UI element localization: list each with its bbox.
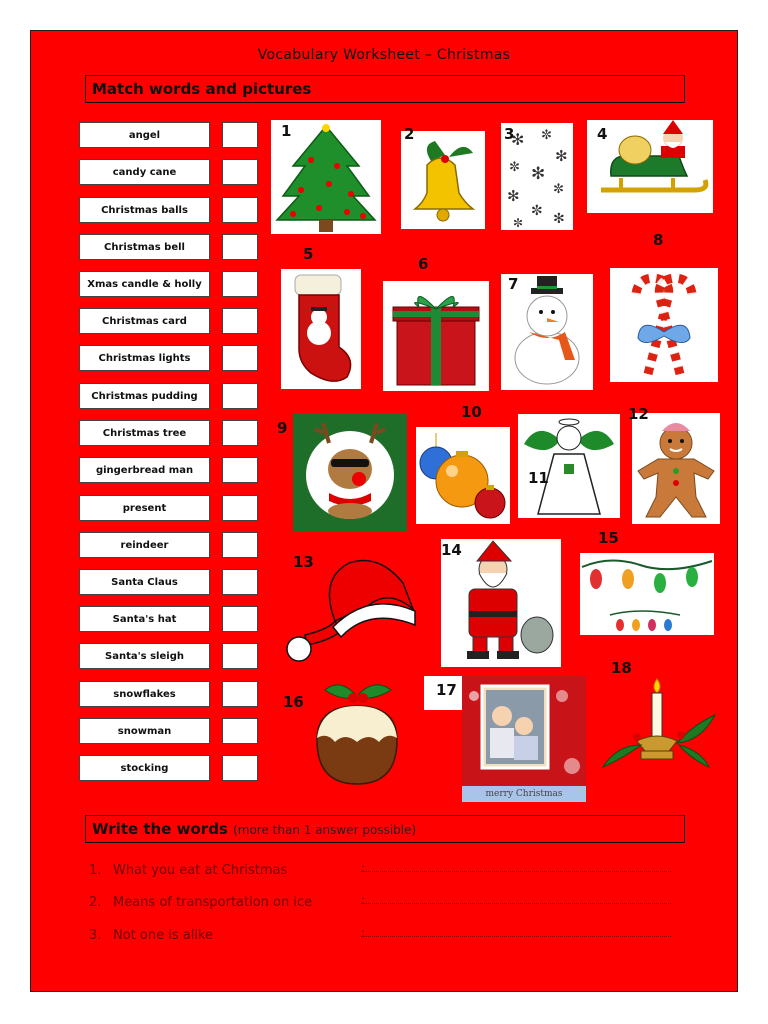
answer-separator: : xyxy=(361,861,366,875)
picture-christmas-lights xyxy=(580,553,714,635)
word-gingerbread-man: gingerbread man xyxy=(79,457,210,483)
answer-box[interactable] xyxy=(222,532,258,558)
word-snowman: snowman xyxy=(79,718,210,744)
section-match-heading: Match words and pictures xyxy=(92,80,312,98)
word-santa-claus: Santa Claus xyxy=(79,569,210,595)
word-christmas-card: Christmas card xyxy=(79,308,210,334)
picture-number: 2 xyxy=(404,125,415,143)
question-3 xyxy=(89,928,213,943)
answer-box[interactable] xyxy=(222,569,258,595)
picture-number: 8 xyxy=(653,231,664,249)
svg-text:✼: ✼ xyxy=(531,203,543,219)
answer-box[interactable] xyxy=(222,495,258,521)
worksheet xyxy=(30,30,738,992)
answer-box[interactable] xyxy=(222,122,258,148)
picture-number: 6 xyxy=(418,255,429,273)
svg-text:✼: ✼ xyxy=(509,160,520,175)
section-write-note: (more than 1 answer possible) xyxy=(233,823,417,837)
picture-number: 5 xyxy=(303,245,314,263)
answer-line-2[interactable] xyxy=(361,893,671,907)
picture-christmas-pudding xyxy=(309,676,405,794)
answer-box[interactable] xyxy=(222,681,258,707)
word-angel: angel xyxy=(79,122,210,148)
question-text: Not one is alike xyxy=(113,928,214,943)
picture-number: 13 xyxy=(293,553,314,571)
question-1 xyxy=(89,863,287,878)
word-christmas-pudding: Christmas pudding xyxy=(79,383,210,409)
svg-text:✻: ✻ xyxy=(555,147,568,165)
answer-box[interactable] xyxy=(222,383,258,409)
card-caption: merry Christmas xyxy=(462,786,586,802)
section-write-heading-text: Write the words xyxy=(92,820,228,838)
svg-text:✼: ✼ xyxy=(513,216,524,230)
svg-text:✼: ✼ xyxy=(553,182,564,197)
word-santas-hat: Santa's hat xyxy=(79,606,210,632)
question-number: 3. xyxy=(89,928,102,943)
answer-box[interactable] xyxy=(222,197,258,223)
svg-text:✻: ✻ xyxy=(507,187,520,205)
picture-christmas-balls xyxy=(416,427,510,524)
answer-box[interactable] xyxy=(222,718,258,744)
picture-candy-cane xyxy=(610,268,718,382)
word-christmas-balls: Christmas balls xyxy=(79,197,210,223)
picture-gingerbread-man xyxy=(632,413,720,524)
picture-christmas-bell xyxy=(401,131,485,229)
section-write-header xyxy=(85,815,685,843)
word-candy-cane: candy cane xyxy=(79,159,210,185)
word-christmas-lights: Christmas lights xyxy=(79,345,210,371)
picture-number: 7 xyxy=(508,275,519,293)
svg-text:✻: ✻ xyxy=(511,130,525,149)
picture-number: 17 xyxy=(436,681,457,699)
picture-santas-hat xyxy=(279,549,421,669)
picture-stocking xyxy=(281,269,361,389)
question-number: 1. xyxy=(89,863,102,878)
picture-number: 1 xyxy=(281,122,292,140)
answer-line-3[interactable] xyxy=(361,926,671,940)
picture-xmas-candle-holly xyxy=(597,675,721,775)
word-christmas-tree: Christmas tree xyxy=(79,420,210,446)
word-present: present xyxy=(79,495,210,521)
picture-number: 16 xyxy=(283,693,304,711)
answer-box[interactable] xyxy=(222,755,258,781)
word-reindeer: reindeer xyxy=(79,532,210,558)
picture-number: 9 xyxy=(277,419,288,437)
answer-line-1[interactable] xyxy=(361,861,671,875)
picture-angel xyxy=(518,414,620,518)
answer-box[interactable] xyxy=(222,606,258,632)
section-write-heading xyxy=(92,820,416,838)
answer-box[interactable] xyxy=(222,345,258,371)
answer-box[interactable] xyxy=(222,643,258,669)
question-text: Means of transportation on ice xyxy=(113,895,313,910)
picture-number: 4 xyxy=(597,125,608,143)
svg-text:✼: ✼ xyxy=(541,128,552,143)
answer-separator: : xyxy=(361,926,366,940)
answer-box[interactable] xyxy=(222,420,258,446)
picture-number: 15 xyxy=(598,529,619,547)
question-number: 2. xyxy=(89,895,102,910)
question-2 xyxy=(89,895,312,910)
picture-number: 18 xyxy=(611,659,632,677)
word-christmas-bell: Christmas bell xyxy=(79,234,210,260)
svg-text:✻: ✻ xyxy=(531,164,546,184)
word-santas-sleigh: Santa's sleigh xyxy=(79,643,210,669)
picture-present xyxy=(383,281,489,391)
picture-number: 10 xyxy=(461,403,482,421)
picture-number: 11 xyxy=(528,469,549,487)
picture-reindeer xyxy=(293,413,407,531)
word-xmas-candle-holly: Xmas candle & holly xyxy=(79,271,210,297)
worksheet-title: Vocabulary Worksheet – Christmas xyxy=(257,47,511,63)
question-text: What you eat at Christmas xyxy=(113,863,288,878)
picture-number: 14 xyxy=(441,541,462,559)
svg-text:✻: ✻ xyxy=(553,211,565,227)
answer-box[interactable] xyxy=(222,457,258,483)
picture-number: 3 xyxy=(504,125,515,143)
word-stocking: stocking xyxy=(79,755,210,781)
answer-box[interactable] xyxy=(222,271,258,297)
answer-box[interactable] xyxy=(222,308,258,334)
section-match-header xyxy=(85,75,685,103)
answer-box[interactable] xyxy=(222,159,258,185)
picture-christmas-card xyxy=(462,676,586,802)
answer-separator: : xyxy=(361,893,366,907)
answer-box[interactable] xyxy=(222,234,258,260)
word-snowflakes: snowflakes xyxy=(79,681,210,707)
picture-number: 12 xyxy=(628,405,649,423)
